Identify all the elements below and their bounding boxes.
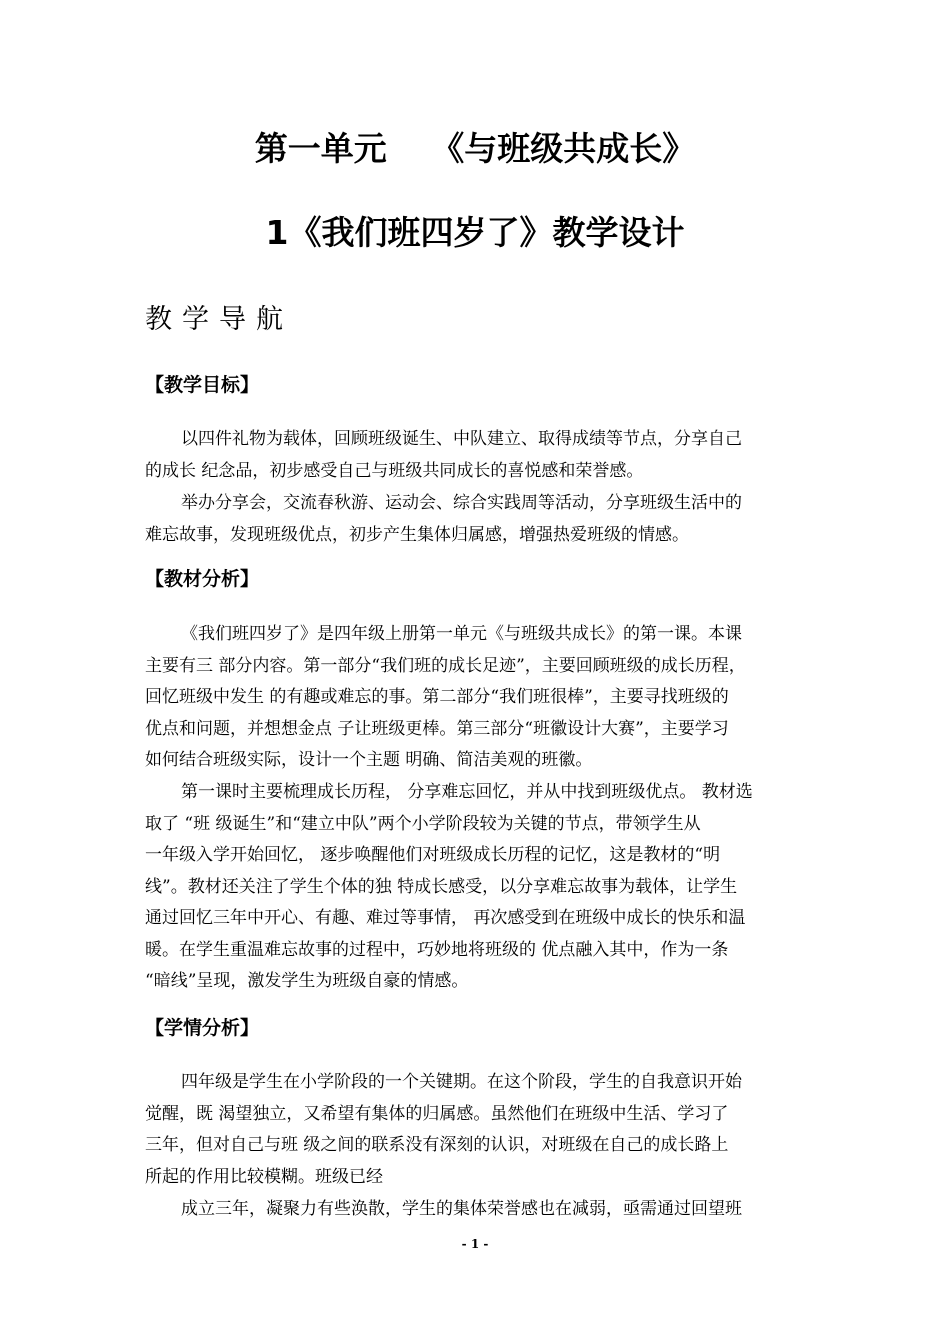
paragraph-line: 取了 “班 级诞生”和“建立中队”两个小学阶段较为关键的节点，带领学生从 bbox=[145, 813, 701, 834]
paragraph bbox=[145, 424, 805, 487]
paragraph-line: 优点和问题，并想想金点 子让班级更棒。第三部分“班徽设计大赛”，主要学习 bbox=[145, 718, 729, 739]
paragraph bbox=[145, 488, 805, 551]
paragraph-line: 第一课时主要梳理成长历程， 分享难忘回忆，并从中找到班级优点。 教材选 bbox=[181, 782, 753, 802]
paragraph-line: “暗线”呈现，激发学生为班级自豪的情感。 bbox=[145, 971, 469, 991]
paragraph-line: 以四件礼物为载体，回顾班级诞生、中队建立、取得成绩等节点，分享自己 bbox=[181, 429, 742, 449]
paragraph-line: 通过回忆三年中开心、有趣、难过等事情， 再次感受到在班级中成长的快乐和温 bbox=[145, 908, 746, 928]
section-heading-learner-analysis: 【学情分析】 bbox=[145, 1017, 260, 1039]
paragraph-line: 举办分享会，交流春秋游、运动会、综合实践周等活动，分享班级生活中的 bbox=[181, 493, 742, 513]
paragraph-line: 一年级入学开始回忆， 逐步唤醒他们对班级成长历程的记忆，这是教材的“明 bbox=[145, 845, 721, 865]
paragraph-line: 《我们班四岁了》是四年级上册第一单元《与班级共成长》的第一课。本课 bbox=[181, 624, 742, 644]
paragraph-line: 难忘故事，发现班级优点，初步产生集体归属感，增强热爱班级的情感。 bbox=[145, 524, 689, 545]
paragraph-line: 暖。在学生重温难忘故事的过程中，巧妙地将班级的 优点融入其中，作为一条 bbox=[145, 939, 729, 960]
paragraph-line: 回忆班级中发生 的有趣或难忘的事。第二部分“我们班很棒”，主要寻找班级的 bbox=[145, 687, 729, 707]
unit-title: 第一单元 《与班级共成长》 bbox=[254, 129, 696, 168]
paragraph-line: 主要有三 部分内容。第一部分“我们班的成长足迹”，主要回顾班级的成长历程， bbox=[145, 655, 746, 676]
paragraph-line: 的成长 纪念品，初步感受自己与班级共同成长的喜悦感和荣誉感。 bbox=[145, 460, 644, 481]
teaching-navigation-heading: 教学导航 bbox=[145, 304, 293, 335]
paragraph-line: 如何结合班级实际，设计一个主题 明确、简洁美观的班徽。 bbox=[145, 750, 593, 770]
paragraph bbox=[145, 777, 805, 998]
page-number: - 1 - bbox=[461, 1237, 489, 1251]
section-heading-textbook-analysis: 【教材分析】 bbox=[145, 568, 260, 590]
paragraph-line: 三年，但对自己与班 级之间的联系没有深刻的认识，对班级在自己的成长路上 bbox=[145, 1135, 729, 1155]
paragraph bbox=[145, 1067, 805, 1193]
section-heading-teaching-goals: 【教学目标】 bbox=[145, 374, 260, 396]
paragraph-line: 所起的作用比较模糊。班级已经 bbox=[145, 1166, 383, 1187]
paragraph-line: 成立三年，凝聚力有些涣散，学生的集体荣誉感也在减弱，亟需通过回望班 bbox=[181, 1199, 742, 1219]
paragraph bbox=[145, 1194, 805, 1226]
lesson-title: 1《我们班四岁了》教学设计 bbox=[265, 213, 685, 252]
paragraph-line: 四年级是学生在小学阶段的一个关键期。在这个阶段，学生的自我意识开始 bbox=[181, 1072, 742, 1092]
paragraph bbox=[145, 619, 805, 777]
paragraph-line: 线”。教材还关注了学生个体的独 特成长感受，以分享难忘故事为载体，让学生 bbox=[145, 876, 738, 897]
paragraph-line: 觉醒，既 渴望独立，又希望有集体的归属感。虽然他们在班级中生活、学习了 bbox=[145, 1103, 729, 1124]
